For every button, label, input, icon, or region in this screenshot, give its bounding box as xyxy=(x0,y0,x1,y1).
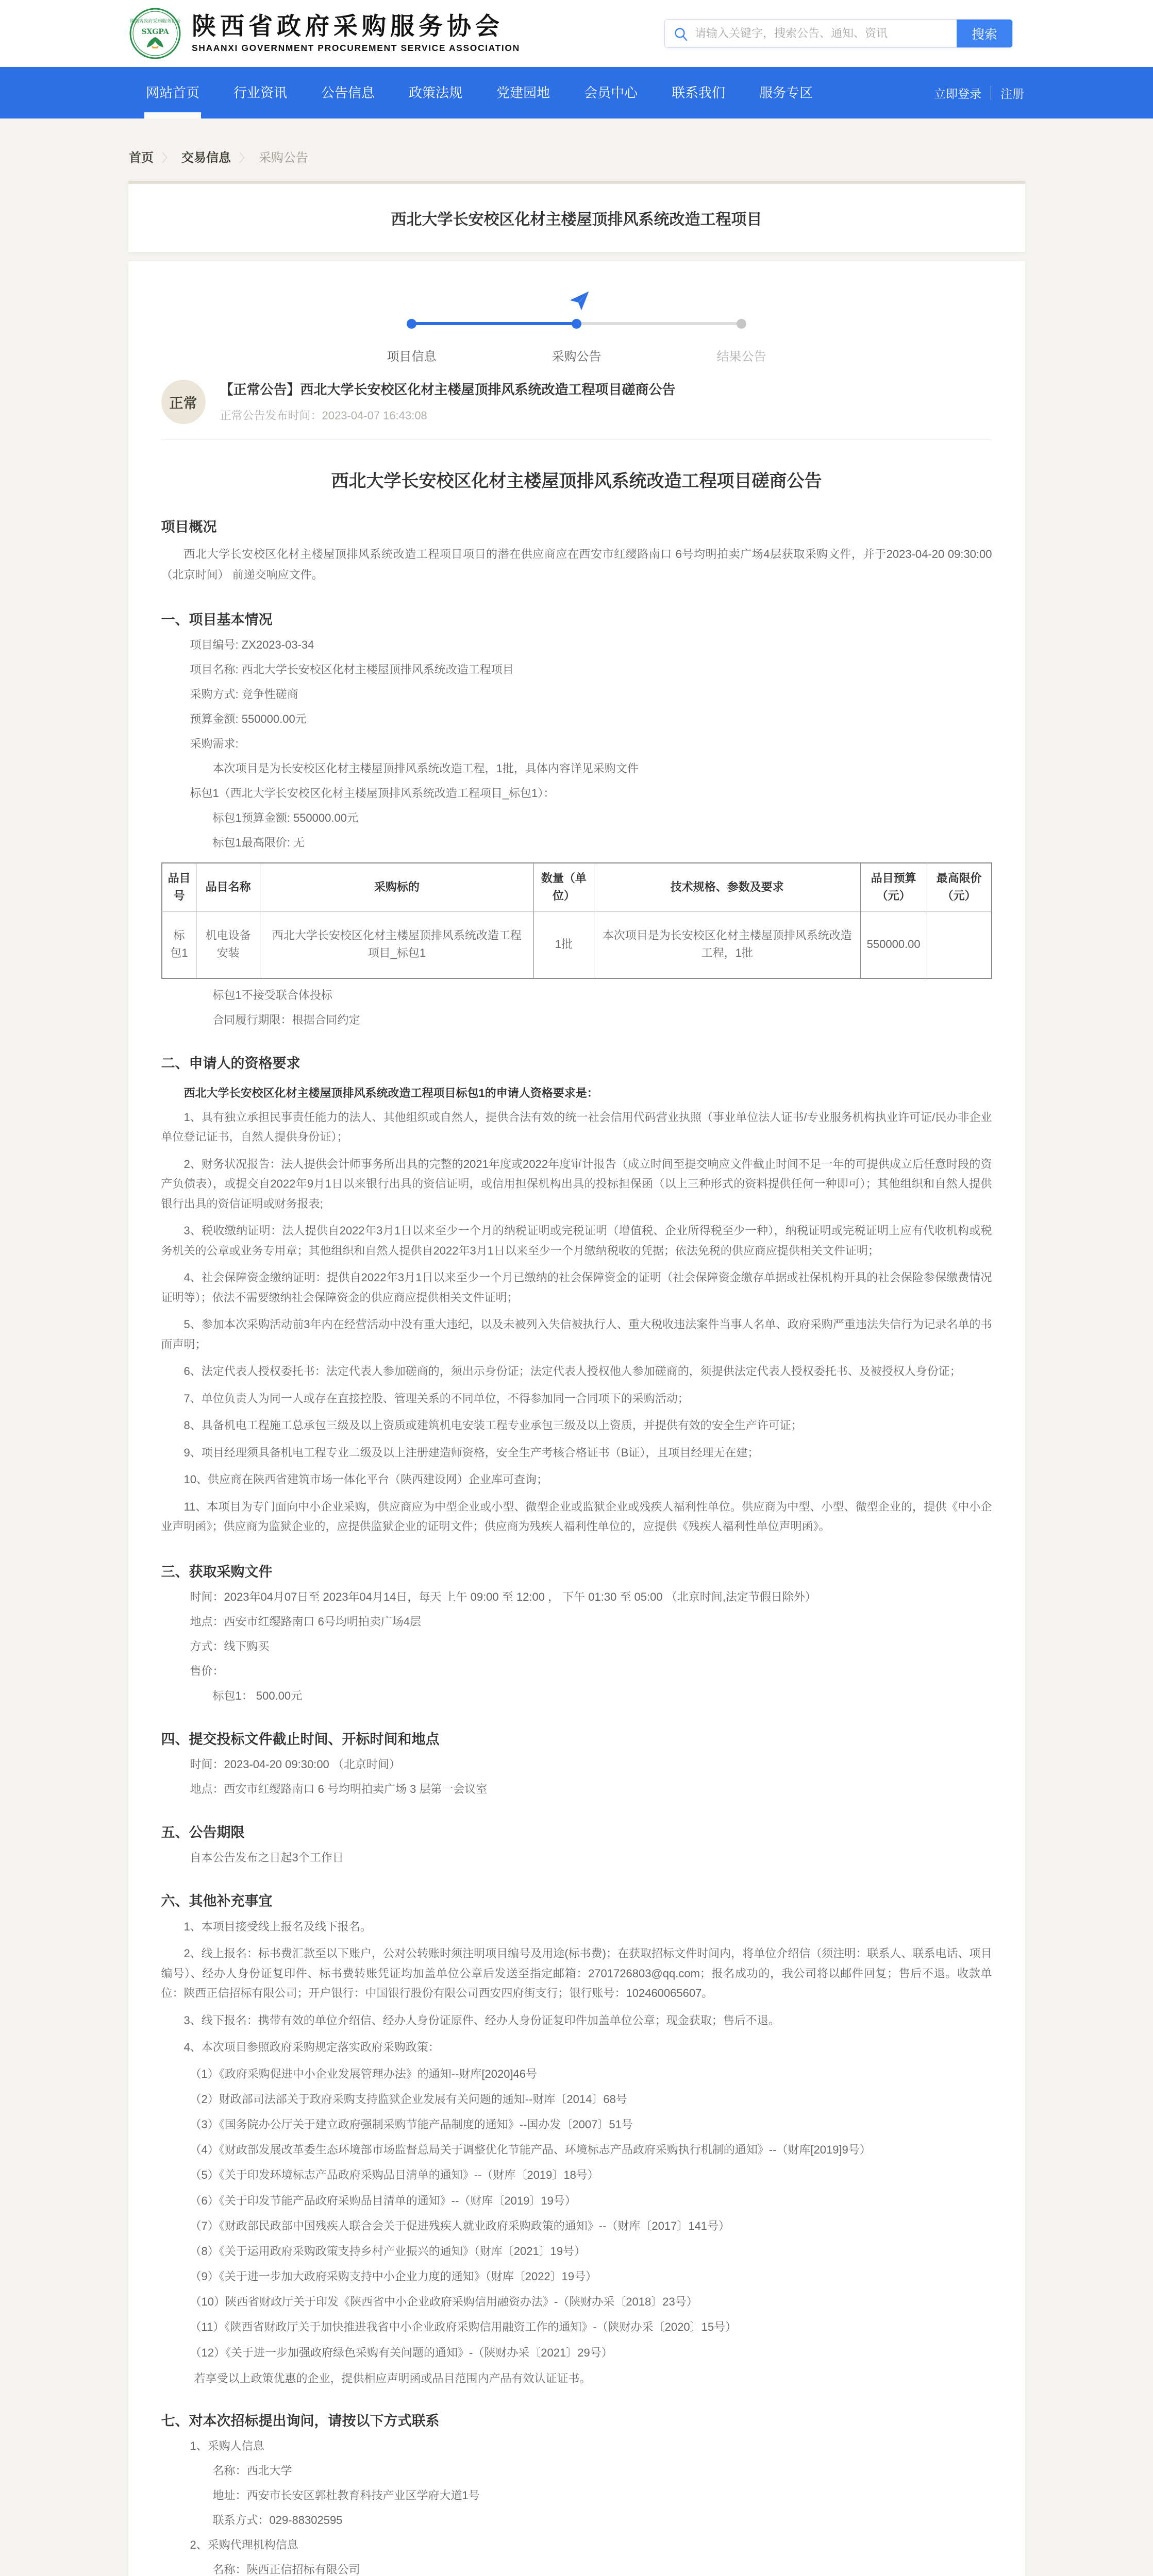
info-line: 标包1： 500.00元 xyxy=(212,1689,303,1702)
policy-item: （10）陕西省财政厅关于印发《陕西省中小企业政府采购信用融资办法》-（陕财办采〔2018〕23号） xyxy=(190,2295,698,2309)
cell-spec: 本次项目是为长安校区化材主楼屋顶排风系统改造工程，1批 xyxy=(594,911,860,978)
step-label: 采购公告 xyxy=(552,350,601,364)
svg-text:SXGPA: SXGPA xyxy=(141,28,169,36)
project-title-card xyxy=(128,181,1025,252)
info-line: 时间：2023年04月07日至 2023年04月14日，每天 上午 09:00 至 12:00 ， 下午 01:30 至 05:00 （北京时间,法定节假日除外） xyxy=(190,1590,816,1603)
info-line: 合同履行期限：根据合同约定 xyxy=(212,1013,360,1026)
info-line: 标包1最高限价: 无 xyxy=(212,836,305,850)
cell-subject: 西北大学长安校区化材主楼屋顶排风系统改造工程项目_标包1 xyxy=(260,911,533,978)
nav-auth xyxy=(934,84,1024,101)
register-link[interactable]: 注册 xyxy=(1000,87,1024,100)
supplement-item: 1、本项目接受线上报名及线下报名。 xyxy=(183,1920,372,1933)
info-line: 标包1预算金额: 550000.00元 xyxy=(212,811,358,825)
policy-item: （6）《关于印发节能产品政府采购品目清单的通知》--（财库〔2019〕19号） xyxy=(190,2194,576,2207)
sec1-after-table xyxy=(161,987,992,1028)
step-dot-icon xyxy=(737,319,746,329)
contact-line: 联系方式：029-88302595 xyxy=(212,2513,343,2527)
contact-line: 名称：西北大学 xyxy=(212,2464,292,2477)
supplement-item: 2、线上报名：标书费汇款至以下账户，公对公转账时须注明项目编号及用途(标书费)；在获取招标文件时间内，将单位介绍信（须注明：联系人、联系电话、项目编号）、经办人身份证复印件、标书费转账凭证均加盖单位公章后发送至指定邮箱：2701726803@qq.com；报名成功的，我公司将以邮件回复；售后不退。收款单位：陕西正信招标有限公司；开户银行：中国银行股份有限公司西安四府街支行；银行账号：102460065607。 xyxy=(161,1947,992,2000)
step[interactable] xyxy=(700,319,783,364)
requirement-item: 8、具备机电工程施工总承包三级及以上资质或建筑机电安装工程专业承包三级及以上资质，并提供有效的安全生产许可证； xyxy=(183,1419,803,1432)
step-dot-icon xyxy=(572,319,581,329)
lot-table xyxy=(161,862,992,978)
info-line: 地点：西安市红缨路南口 6号均明拍卖广场4层 xyxy=(190,1615,422,1628)
requirement-item: 3、税收缴纳证明：法人提供自2022年3月1日以来至少一个月的纳税证明或完税证明（增值税、企业所得税至少一种），纳税证明或完税证明上应有代收机构或税务机关的公章或业务专用章；其他组织和自然人提供自2022年3月1日以来至少一个月缴纳税收的凭据；依法免税的供应商应提供相关文件证明； xyxy=(161,1224,992,1257)
divider xyxy=(161,439,992,440)
info-line: 标包1不接受联合体投标 xyxy=(212,988,332,1002)
policy-item: （3）《国务院办公厅关于建立政府强制采购节能产品制度的通知》--国办发〔2007〕51号 xyxy=(190,2117,633,2131)
sec6-heading: 六、其他补充事宜 xyxy=(161,1893,273,1909)
cell-quantity: 1批 xyxy=(533,911,594,978)
policy-item: （5）《关于印发环境标志产品政府采购品目清单的通知》--（财库〔2019〕18号） xyxy=(190,2168,599,2182)
policy-item: （8）《关于运用政府采购政策支持乡村产业振兴的通知》（财库〔2021〕19号） xyxy=(190,2244,586,2258)
nav-item[interactable]: 公告信息 xyxy=(321,85,375,100)
announcement-list-title[interactable]: 【正常公告】西北大学长安校区化材主楼屋顶排风系统改造工程项目磋商公告 xyxy=(220,382,676,397)
breadcrumb-item[interactable]: 首页 xyxy=(129,151,154,165)
supplement-item: 4、本次项目参照政府采购规定落实政府采购政策： xyxy=(183,2041,440,2054)
lot-table-header-cell: 采购标的 xyxy=(260,863,533,911)
breadcrumb xyxy=(0,118,1153,181)
policy-item: （1）《政府采购促进中小企业发展管理办法》的通知--财库[2020]46号 xyxy=(190,2067,538,2080)
lot-table-header-cell: 品目名称 xyxy=(196,863,260,911)
sec4-heading: 四、提交投标文件截止时间、开标时间和地点 xyxy=(161,1731,440,1747)
lot-table-header-cell: 技术规格、参数及要求 xyxy=(594,863,860,911)
step-label: 项目信息 xyxy=(387,350,437,364)
association-seal-icon xyxy=(129,7,181,60)
supplement-item: 3、线下报名：携带有效的单位介绍信、经办人身份证原件、经办人身份证复印件加盖单位公章；现金获取；售后不退。 xyxy=(183,2013,780,2027)
info-line: 项目名称: 西北大学长安校区化材主楼屋顶排风系统改造工程项目 xyxy=(190,663,514,676)
policy-note: 若享受以上政策优惠的企业，提供相应声明函或品目范围内产品有效认证证书。 xyxy=(194,2371,591,2385)
cell-budget: 550000.00 xyxy=(860,911,927,978)
lot-table-header-cell: 品目预算（元） xyxy=(860,863,927,911)
overview-heading: 项目概况 xyxy=(161,519,217,535)
search-button[interactable]: 搜索 xyxy=(957,20,1012,47)
paper-plane-icon xyxy=(569,290,590,312)
lot-table-header-cell: 品目号 xyxy=(162,863,196,911)
cell-lot-no: 标包1 xyxy=(162,911,196,978)
requirement-item: 5、参加本次采购活动前3年内在经营活动中没有重大违纪，以及未被列入失信被执行人、重大税收违法案件当事人名单、政府采购严重违法失信行为记录名单的书面声明； xyxy=(161,1318,992,1351)
sec4-lines xyxy=(161,1756,992,1798)
search-icon xyxy=(673,26,689,42)
policy-item: （4）《财政部发展改革委生态环境部市场监督总局关于调整优化节能产品、环境标志产品政府采购执行机制的通知》--（财库[2019]9号） xyxy=(190,2143,871,2157)
nav-item[interactable]: 服务专区 xyxy=(759,85,813,100)
association-logo xyxy=(129,7,520,60)
info-line: 方式：线下购买 xyxy=(190,1639,270,1653)
nav-item[interactable]: 联系我们 xyxy=(672,85,726,100)
info-line: 预算金额: 550000.00元 xyxy=(190,713,307,726)
lot-table-header-cell: 最高限价（元） xyxy=(927,863,991,911)
info-line: 本次项目是为长安校区化材主楼屋顶排风系统改造工程，1批，具体内容详见采购文件 xyxy=(212,762,639,775)
nav-item[interactable]: 党建园地 xyxy=(496,85,550,100)
policy-item: （12）《关于进一步加强政府绿色采购有关问题的通知》-（陕财办采〔2021〕29号） xyxy=(190,2346,613,2359)
svg-text:陕西省政府采购服务协会: 陕西省政府采购服务协会 xyxy=(129,19,181,24)
progress-steps xyxy=(387,289,766,366)
sec7-lines xyxy=(161,2437,992,2576)
sec3-heading: 三、获取采购文件 xyxy=(161,1564,273,1580)
sec1-lines xyxy=(161,636,992,851)
lot-table-header-row xyxy=(162,863,992,911)
requirement-item: 7、单位负责人为同一人或存在直接控股、管理关系的不同单位，不得参加同一合同项下的采购活动； xyxy=(183,1392,689,1405)
contact-line: 1、采购人信息 xyxy=(190,2439,264,2452)
sec6-items xyxy=(161,1917,992,2058)
publish-time: 正常公告发布时间：2023-04-07 16:43:08 xyxy=(220,409,427,422)
nav-item[interactable]: 行业资讯 xyxy=(233,85,288,100)
lot-table-row xyxy=(162,911,992,978)
step-dot-icon xyxy=(407,319,416,329)
announcement-header xyxy=(161,380,992,424)
breadcrumb-item[interactable]: 〉 采购公告 xyxy=(231,147,308,165)
info-line: 售价： xyxy=(190,1664,224,1677)
overview-paragraph: 西北大学长安校区化材主楼屋顶排风系统改造工程项目项目的潜在供应商应在西安市红缨路南口 6号均明拍卖广场4层获取采购文件，并于2023-04-20 09:30:00（北京时间） 前递交响应文件。 xyxy=(161,548,992,581)
policy-item: （11）《陕西省财政厅关于加快推进我省中小企业政府采购信用融资工作的通知》-（陕财办采〔2020〕15号） xyxy=(190,2320,737,2334)
sec5-heading: 五、公告期限 xyxy=(161,1824,245,1840)
requirement-item: 6、法定代表人授权委托书：法定代表人参加磋商的，须出示身份证；法定代表人授权他人参加磋商的，须提供法定代表人授权委托书、及被授权人身份证； xyxy=(183,1365,961,1378)
sec2-items xyxy=(161,1108,992,1537)
sec5-lines xyxy=(161,1849,992,1866)
sec2-heading: 二、申请人的资格要求 xyxy=(161,1055,300,1071)
sec3-lines xyxy=(161,1588,992,1704)
step-label: 结果公告 xyxy=(716,350,766,364)
sec1-heading: 一、项目基本情况 xyxy=(161,612,273,628)
project-title: 西北大学长安校区化材主楼屋顶排风系统改造工程项目 xyxy=(391,211,762,228)
info-line: 标包1（西北大学长安校区化材主楼屋顶排风系统改造工程项目_标包1）： xyxy=(190,787,555,800)
nav-item[interactable]: 网站首页 xyxy=(129,67,216,118)
info-line: 采购需求: xyxy=(190,737,239,751)
search-input[interactable] xyxy=(665,20,957,47)
contact-line: 2、采购代理机构信息 xyxy=(190,2538,298,2551)
requirement-item: 9、项目经理须具备机电工程专业二级及以上注册建造师资格，安全生产考核合格证书（B证），且项目经理无在建； xyxy=(183,1446,759,1459)
info-line: 时间：2023-04-20 09:30:00 （北京时间） xyxy=(190,1757,400,1771)
requirement-item: 10、供应商在陕西省建筑市场一体化平台（陕西建设网）企业库可查询； xyxy=(183,1473,548,1486)
policy-item: （9）《关于进一步加大政府采购支持中小企业力度的通知》（财库〔2022〕19号） xyxy=(190,2270,597,2283)
nav-item[interactable]: 会员中心 xyxy=(584,85,638,100)
sec2-intro: 西北大学长安校区化材主楼屋顶排风系统改造工程项目标包1的申请人资格要求是： xyxy=(183,1086,598,1099)
step[interactable] xyxy=(371,319,453,364)
requirement-item: 2、财务状况报告：法人提供会计师事务所出具的完整的2021年度或2022年度审计报告（成立时间至提交响应文件截止时间不足一年的可提供成立后任意时段的资产负债表），或提交自2022年9月1日以来银行出具的资信证明，或信用担保机构出具的投标担保函（以上三种形式的资料提供任何一种即可）；其他组织和自然人提供银行出具的资信证明或财务报表; xyxy=(161,1157,992,1210)
nav-items xyxy=(129,67,830,118)
association-name xyxy=(192,13,520,54)
cell-item-name: 机电设备安装 xyxy=(196,911,260,978)
contact-line: 名称：陕西正信招标有限公司 xyxy=(212,2563,360,2576)
contact-line: 地址：西安市长安区郭杜教育科技产业区学府大道1号 xyxy=(212,2488,480,2502)
top-header xyxy=(0,0,1153,67)
info-line: 自本公告发布之日起3个工作日 xyxy=(190,1851,344,1864)
requirement-item: 1、具有独立承担民事责任能力的法人、其他组织或自然人，提供合法有效的统一社会信用代码营业执照（事业单位法人证书/专业服务机构执业许可证/民办非企业单位登记证书，自然人提供身份证）； xyxy=(161,1110,992,1144)
association-name-en: SHAANXI GOVERNMENT PROCUREMENT SERVICE ASSOCIATION xyxy=(192,43,520,54)
announcement-card xyxy=(128,261,1025,2576)
info-line: 地点：西安市红缨路南口 6 号均明拍卖广场 3 层第一会议室 xyxy=(190,1782,488,1795)
step[interactable] xyxy=(536,319,618,364)
lot-table-header-cell: 数量（单位） xyxy=(533,863,594,911)
policy-item: （2）财政部司法部关于政府采购支持监狱企业发展有关问题的通知--财库〔2014〕68号 xyxy=(190,2092,627,2106)
login-link[interactable]: 立即登录 xyxy=(934,87,981,100)
info-line: 项目编号: ZX2023-03-34 xyxy=(190,638,314,652)
policy-item: （7）《财政部民政部中国残疾人联合会关于促进残疾人就业政府采购政策的通知》--（财库〔2017〕141号） xyxy=(190,2219,730,2232)
main-nav xyxy=(0,67,1153,118)
sec6-policies xyxy=(161,2065,992,2362)
sec7-heading: 七、对本次招标提出询问，请按以下方式联系 xyxy=(161,2413,440,2429)
breadcrumb-item[interactable]: 〉 交易信息 xyxy=(154,147,231,165)
info-line: 采购方式: 竞争性磋商 xyxy=(190,688,298,701)
association-name-zh: 陕西省政府采购服务协会 xyxy=(192,12,504,41)
status-badge: 正常 xyxy=(161,380,206,424)
document-title: 西北大学长安校区化材主楼屋顶排风系统改造工程项目磋商公告 xyxy=(331,471,822,491)
site-search xyxy=(664,19,1013,48)
nav-item[interactable]: 政策法规 xyxy=(409,85,463,100)
requirement-item: 11、本项目为专门面向中小企业采购，供应商应为中型企业或小型、微型企业或监狱企业或残疾人福利性单位。供应商为中型、小型、微型企业的，提供《中小企业声明函》；供应商为监狱企业的，应提供监狱企业的证明文件；供应商为残疾人福利性单位的，应提供《残疾人福利性单位声明函》。 xyxy=(161,1500,992,1533)
requirement-item: 4、社会保障资金缴纳证明：提供自2022年3月1日以来至少一个月已缴纳的社会保障资金的证明（社会保障资金缴存单据或社保机构开具的社会保险参保缴费情况证明等）；依法不需要缴纳社会保障资金的供应商应提供相关文件证明； xyxy=(161,1271,992,1304)
cell-max-price xyxy=(927,911,991,978)
